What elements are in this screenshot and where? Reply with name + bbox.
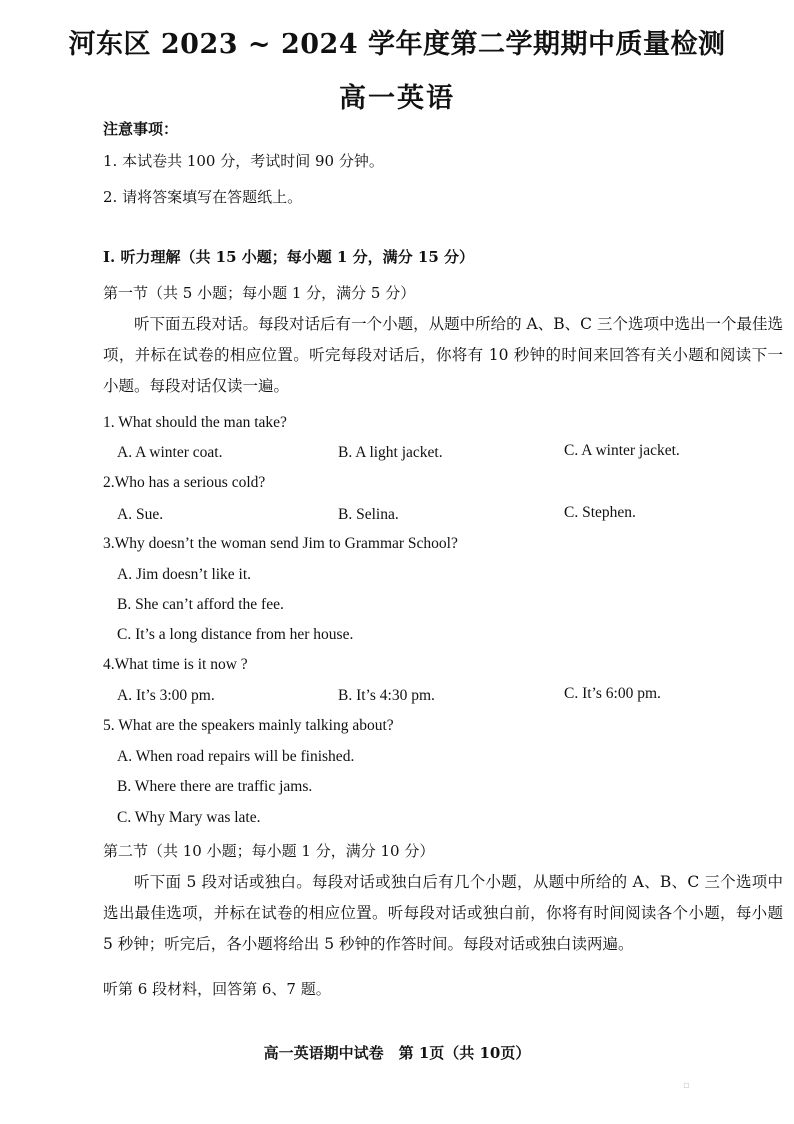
question-3-stem: 3.Why doesn’t the woman send Jim to Grammar School? [103,535,458,552]
question-3-option-a: A. Jim doesn’t like it. [117,566,252,583]
question-1-option-a: A. A winter coat. [117,444,223,461]
question-2-option-c: C. Stephen. [564,504,636,521]
question-1-stem: 1. What should the man take? [103,414,287,431]
section2-heading: 第二节（共 10 小题；每小题 1 分，满分 10 分） [103,842,435,860]
question-2-option-b: B. Selina. [338,506,399,523]
question-4-stem: 4.What time is it now ? [103,656,248,673]
notes-heading: 注意事项： [103,120,179,138]
question-4-option-c: C. It’s 6:00 pm. [564,685,661,702]
exam-title: 河东区 2023 ~ 2024 学年度第二学期期中质量检测 [68,29,726,60]
question-5-option-b: B. Where there are traffic jams. [117,778,313,795]
question-1-option-b: B. A light jacket. [338,444,443,461]
question-5-option-a: A. When road repairs will be finished. [117,748,355,765]
watermark-mark: ▫ [683,1080,690,1091]
question-1-option-c: C. A winter jacket. [564,442,680,459]
question-5-stem: 5. What are the speakers mainly talking about? [103,717,394,734]
section2-tail: 听第 6 段材料，回答第 6、7 题。 [103,980,331,998]
question-5-option-c: C. Why Mary was late. [117,809,261,826]
note-item-1: 1. 本试卷共 100 分，考试时间 90 分钟。 [103,152,384,170]
section2-instructions: 听下面 5 段对话或独白。每段对话或独白后有几个小题，从题中所给的 A、B、C 三个选项中选出最佳选项，并标在试卷的相应位置。听每段对话或独白前，你将有时间阅读各个小题，每小题 5 秒钟；听完后，各小题将给出 5 秒钟的作答时间。每段对话或独白读两遍。 [103,873,783,953]
question-3-option-c: C. It’s a long distance from her house. [117,626,354,643]
page-footer: 高一英语期中试卷 第 1页（共 10页） [263,1044,531,1062]
question-3-option-b: B. She can’t afford the fee. [117,596,284,613]
question-4-option-b: B. It’s 4:30 pm. [338,687,435,704]
question-4-option-a: A. It’s 3:00 pm. [117,687,215,704]
question-2-option-a: A. Sue. [117,506,164,523]
exam-subject: 高一英语 [339,83,455,114]
question-2-stem: 2.Who has a serious cold? [103,474,266,491]
note-item-2: 2. 请将答案填写在答题纸上。 [103,188,303,206]
section1-instructions: 听下面五段对话。每段对话后有一个小题，从题中所给的 A、B、C 三个选项中选出一个最佳选项，并标在试卷的相应位置。听完每段对话后，你将有 10 秒钟的时间来回答有关小题和阅读下一小题。每段对话仅读一遍。 [103,315,783,395]
section1-heading: 第一节（共 5 小题；每小题 1 分，满分 5 分） [103,284,416,302]
part1-heading: Ⅰ. 听力理解（共 15 小题；每小题 1 分，满分 15 分） [103,248,474,266]
